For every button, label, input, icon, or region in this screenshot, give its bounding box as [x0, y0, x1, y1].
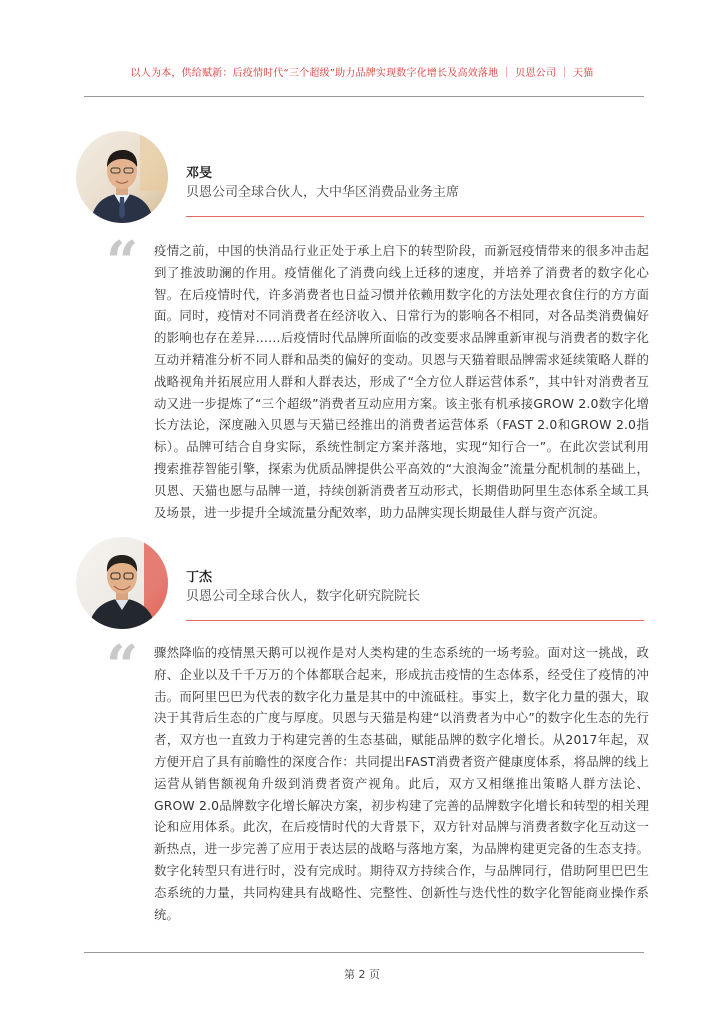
avatar-ding-jie	[76, 537, 168, 629]
avatar-deng-min	[76, 131, 168, 223]
portrait-photo-icon	[76, 131, 168, 223]
person-title: 贝恩公司全球合伙人，大中华区消费品业务主席	[186, 185, 460, 200]
running-header: 以人为本，供给赋新：后疫情时代“三个超级”助力品牌实现数字化增长及高效落地 ｜ 贝恩公司 ｜ 天猫	[130, 68, 594, 79]
quote-mark-icon: “	[106, 229, 139, 295]
name-underline	[186, 620, 644, 621]
name-underline	[186, 216, 644, 217]
portrait-photo-icon	[76, 537, 168, 629]
person-title: 贝恩公司全球合伙人，数字化研究院院长	[186, 589, 421, 604]
quote-paragraph: 骤然降临的疫情黑天鹅可以视作是对人类构建的生态系统的一场考验。面对这一挑战，政府、企业以及千千万万的个体都联合起来，形成抗击疫情的生态体系，经受住了疫情的冲击。而阿里巴巴为代表的数字化力量是其中的中流砥柱。事实上，数字化力量的强大，取决于其背后生态的广度与厚度。贝恩与天猫是构建“以消费者为中心”的数字化生态的先行者，双方也一直致力于构建完善的生态基础，赋能品牌的数字化增长。从2017年起，双方便开启了具有前瞻性的深度合作：共同提出FAST消费者资产健康度体系，将品牌的线上运营从销售额视角升级到消费者资产视角。此后，双方又相继推出策略人群方法论、GROW 2.0品牌数字化增长解决方案，初步构建了完善的品牌数字化增长和转型的相关理论和应用体系。此次，在后疫情时代的大背景下，双方针对品牌与消费者数字化互动这一新热点，进一步完善了应用于表达层的战略与落地方案，为品牌构建更完备的生态支持。数字化转型只有进行时，没有完成时。期待双方持续合作，与品牌同行，借助阿里巴巴生态系统的力量，共同构建具有战略性、完整性、创新性与迭代性的数字化智能商业操作系统。	[154, 645, 649, 922]
quote-paragraph: 疫情之前，中国的快消品行业正处于承上启下的转型阶段，而新冠疫情带来的很多冲击起到了推波助澜的作用。疫情催化了消费向线上迁移的速度，并培养了消费者的数字化心智。在后疫情时代，许多消费者也日益习惯并依赖用数字化的方法处理衣食住行的方方面面。同时，疫情对不同消费者在经济收入、日常行为的影响各不相同，对各品类消费偏好的影响也存在差异……后疫情时代品牌所面临的改变要求品牌重新审视与消费者的数字化互动并精准分析不同人群和品类的偏好的变动。贝恩与天猫着眼品牌需求延续策略人群的战略视角并拓展应用人群和人群表达，形成了“全方位人群运营体系”，其中针对消费者互动又进一步提炼了“三个超级”消费者互动应用方案。该主张有机承接GROW 2.0数字化增长方法论，深度融入贝恩与天猫已经推出的消费者运营体系（FAST 2.0和GROW 2.0指标）。品牌可结合自身实际，系统性制定方案并落地，实现“知行合一”。在此次尝试利用搜索推荐智能引擎，探索为优质品牌提供公平高效的“大浪淘金”流量分配机制的基础上，贝恩、天猫也愿与品牌一道，持续创新消费者互动形式，长期借助阿里生态体系全域工具及场景，进一步提升全域流量分配效率，助力品牌实现长期最佳人群与资产沉淀。	[154, 243, 649, 520]
person-name: 丁杰	[186, 570, 213, 585]
footer-divider	[84, 952, 644, 953]
quote-mark-icon: “	[106, 633, 139, 699]
header-divider	[84, 96, 644, 97]
page-number: 第 2 页	[344, 968, 380, 981]
person-name: 邓旻	[186, 166, 213, 181]
